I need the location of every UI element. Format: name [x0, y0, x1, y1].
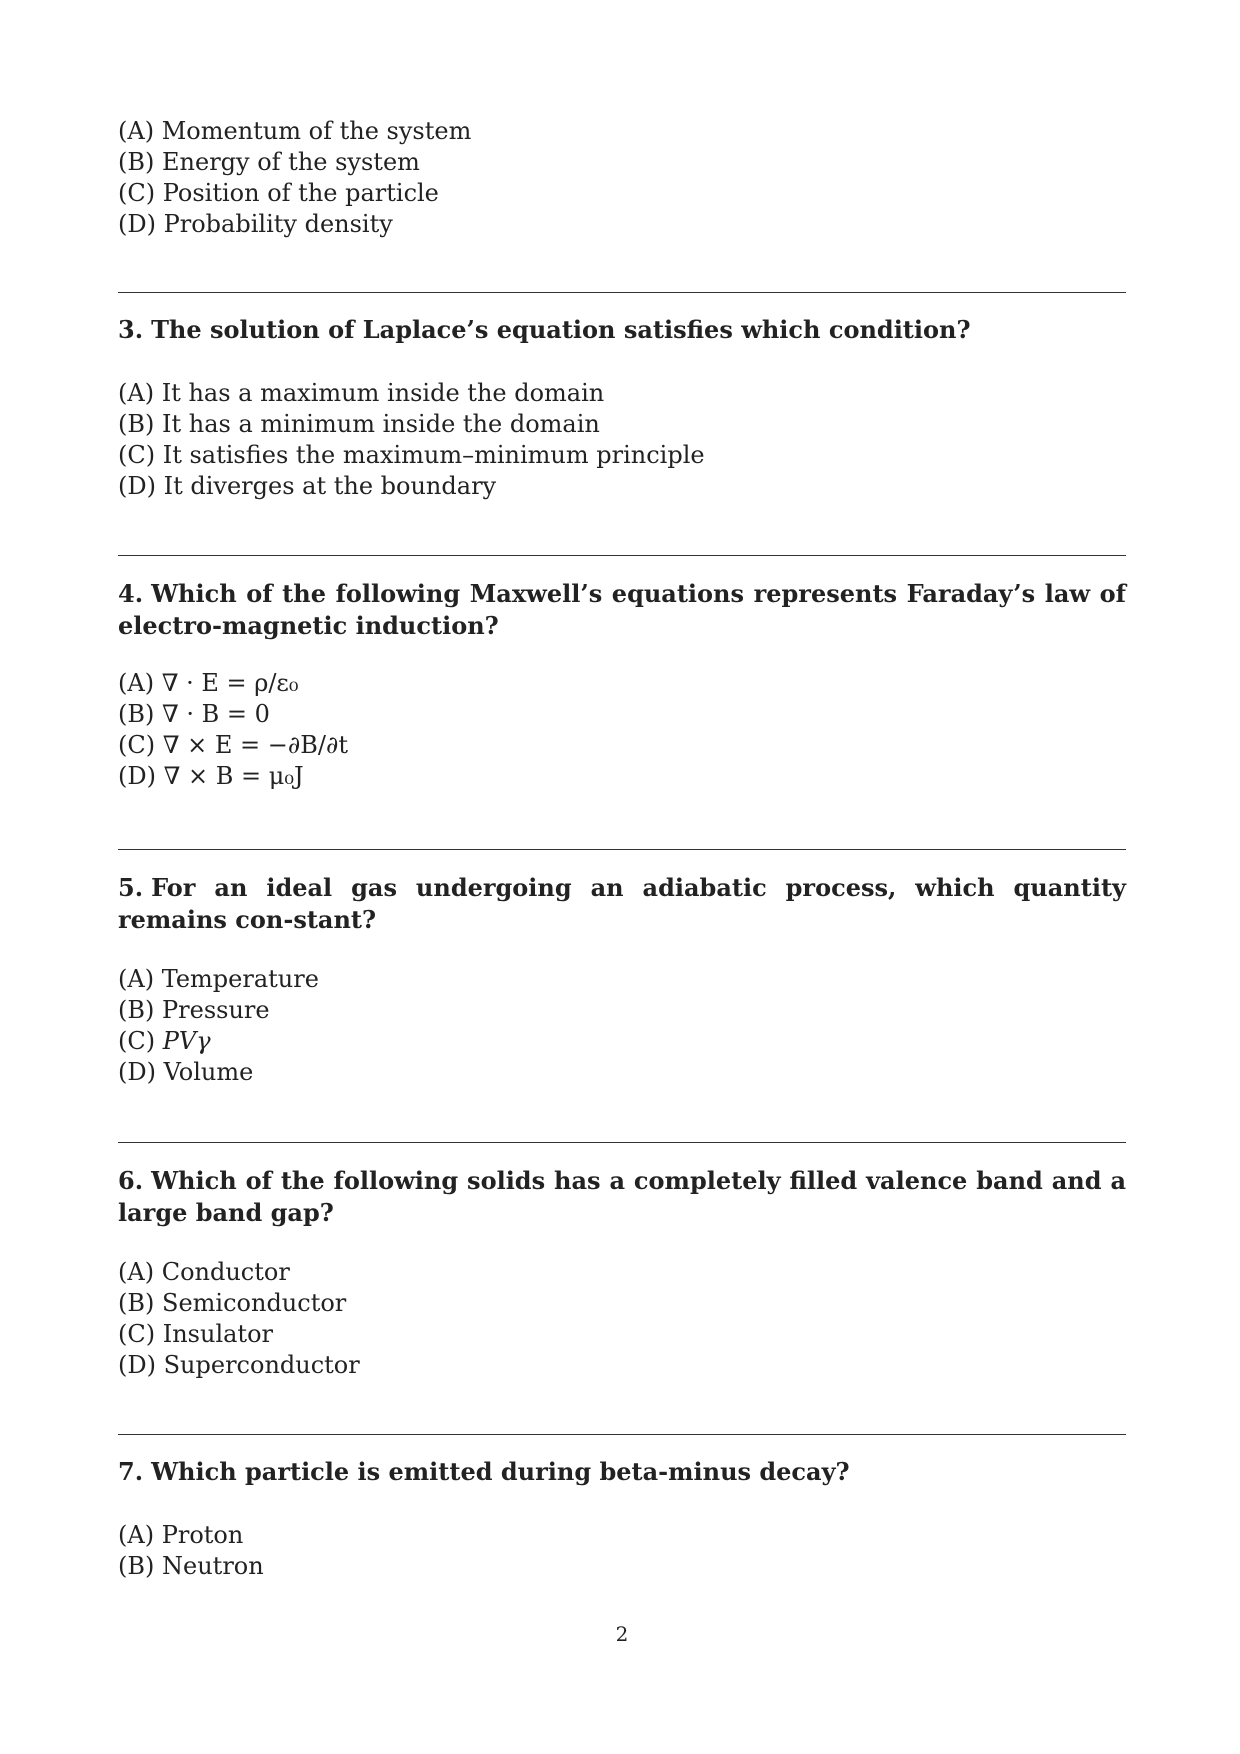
page-number: 2 — [615, 1622, 629, 1646]
q4-option-d: (D) ∇ × B = μ₀J — [118, 762, 304, 790]
divider — [118, 555, 1126, 556]
q3-options — [118, 378, 705, 502]
q4-option-c: (C) ∇ × E = −∂B/∂t — [118, 731, 349, 759]
q6-option-d: (D) Superconductor — [118, 1351, 360, 1379]
question-4: 4. Which of the following Maxwell’s equations represents Faraday’s law of electro-magnetic induction? — [118, 579, 1126, 640]
q2-option-c: (C) Position of the particle — [118, 179, 439, 207]
question-3: 3. The solution of Laplace’s equation satisfies which condition? — [118, 315, 971, 344]
q2-option-b: (B) Energy of the system — [118, 148, 420, 176]
q4-option-a: (A) ∇ · E = ρ/ε₀ — [118, 669, 299, 697]
exam-page — [118, 0, 1126, 1754]
question-5: 5. For an ideal gas undergoing an adiabatic process, which quantity remains con-stant? — [118, 873, 1126, 934]
q2-options — [118, 116, 471, 240]
question-7: 7. Which particle is emitted during beta-minus decay? — [118, 1457, 850, 1486]
q6-option-c: (C) Insulator — [118, 1320, 273, 1348]
q5-option-a: (A) Temperature — [118, 965, 319, 993]
q5-option-c: (C) PVγ — [118, 1027, 211, 1055]
q3-option-c: (C) It satisfies the maximum–minimum principle — [118, 441, 705, 469]
q4-options — [118, 668, 348, 792]
divider — [118, 292, 1126, 293]
q3-option-b: (B) It has a minimum inside the domain — [118, 410, 600, 438]
q2-option-a: (A) Momentum of the system — [118, 117, 472, 145]
divider — [118, 1434, 1126, 1435]
q3-option-d: (D) It diverges at the boundary — [118, 472, 497, 500]
q6-option-b: (B) Semiconductor — [118, 1289, 347, 1317]
q7-options — [118, 1520, 264, 1582]
q6-options — [118, 1257, 360, 1381]
q5-options — [118, 964, 319, 1088]
q3-option-a: (A) It has a maximum inside the domain — [118, 379, 605, 407]
q5-option-d: (D) Volume — [118, 1058, 254, 1086]
question-6: 6. Which of the following solids has a completely filled valence band and a large band gap? — [118, 1166, 1126, 1227]
q2-option-d: (D) Probability density — [118, 210, 393, 238]
q7-option-b: (B) Neutron — [118, 1552, 264, 1580]
divider — [118, 1142, 1126, 1143]
q7-option-a: (A) Proton — [118, 1521, 244, 1549]
divider — [118, 849, 1126, 850]
q6-option-a: (A) Conductor — [118, 1258, 290, 1286]
q5-option-b: (B) Pressure — [118, 996, 270, 1024]
q4-option-b: (B) ∇ · B = 0 — [118, 700, 270, 728]
